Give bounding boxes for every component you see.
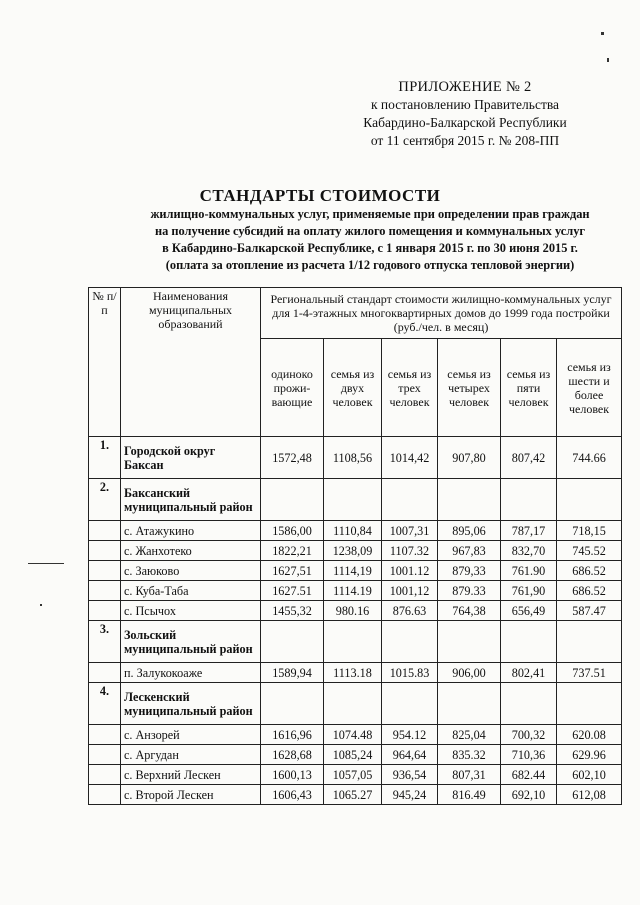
- settlement-name: с. Атажукино: [121, 521, 261, 541]
- cost-value: 1628,68: [261, 745, 324, 765]
- table-row: [89, 561, 622, 581]
- cost-value: 1108,56: [324, 437, 382, 479]
- table-row: [89, 601, 622, 621]
- cost-value: 825,04: [438, 725, 501, 745]
- header-column: семья из четырех человек: [438, 339, 501, 437]
- cost-value: 1057,05: [324, 765, 382, 785]
- settlement-name: п. Залукокоаже: [121, 663, 261, 683]
- cost-value: 807,42: [501, 437, 557, 479]
- cost-value: 745.52: [557, 541, 622, 561]
- settlement-name: с. Второй Лескен: [121, 785, 261, 805]
- cost-value: 1600,13: [261, 765, 324, 785]
- cost-value: [382, 621, 438, 663]
- settlement-name: с. Аргудан: [121, 745, 261, 765]
- cost-value: [324, 621, 382, 663]
- cost-value: 835.32: [438, 745, 501, 765]
- row-number: [89, 745, 121, 765]
- subtitle-line: жилищно-коммунальных услуг, применяемые при определении прав граждан: [150, 207, 590, 221]
- header-column: семья из пяти человек: [501, 339, 557, 437]
- cost-value: [557, 479, 622, 521]
- municipality-name: Лескенский муниципальный район: [121, 683, 261, 725]
- cost-value: 710,36: [501, 745, 557, 765]
- scan-dot: [607, 58, 609, 62]
- appendix-heading: ПРИЛОЖЕНИЕ № 2: [398, 79, 532, 95]
- cost-value: [382, 479, 438, 521]
- standards-table: [88, 287, 622, 805]
- cost-value: 1114,19: [324, 561, 382, 581]
- cost-value: 1015.83: [382, 663, 438, 683]
- row-number: [89, 785, 121, 805]
- settlement-name: с. Жанхотеко: [121, 541, 261, 561]
- cost-value: 954.12: [382, 725, 438, 745]
- table-row: [89, 541, 622, 561]
- cost-value: 737.51: [557, 663, 622, 683]
- cost-value: 764,38: [438, 601, 501, 621]
- row-number: 2.: [89, 479, 121, 521]
- cost-value: 1586,00: [261, 521, 324, 541]
- header-column: одиноко прожи-вающие: [261, 339, 324, 437]
- cost-value: 612,08: [557, 785, 622, 805]
- cost-value: 1014,42: [382, 437, 438, 479]
- cost-value: 1114.19: [324, 581, 382, 601]
- section-row: [89, 621, 622, 663]
- cost-value: 629.96: [557, 745, 622, 765]
- table-row: [89, 745, 622, 765]
- cost-value: 832,70: [501, 541, 557, 561]
- section-row: [89, 437, 622, 479]
- appendix-block: [330, 78, 600, 150]
- row-number: [89, 561, 121, 581]
- appendix-date-line: от 11 сентября 2015 г. № 208-ПП: [370, 133, 560, 148]
- cost-value: 686.52: [557, 561, 622, 581]
- table-row: [89, 581, 622, 601]
- cost-value: 1616,96: [261, 725, 324, 745]
- table-row: [89, 663, 622, 683]
- cost-value: 1074.48: [324, 725, 382, 745]
- settlement-name: с. Заюково: [121, 561, 261, 581]
- appendix-line: к постановлению Правительства: [370, 97, 560, 112]
- cost-value: 879.33: [438, 581, 501, 601]
- cost-value: [438, 621, 501, 663]
- table-row: [89, 521, 622, 541]
- header-group: Региональный стандарт стоимости жилищно-коммунальных услуг для 1-4-этажных многоквартирных домов до 1999 года постройки (руб./чел. в месяц): [261, 288, 622, 339]
- cost-value: 1065.27: [324, 785, 382, 805]
- cost-value: 1007,31: [382, 521, 438, 541]
- settlement-name: с. Анзорей: [121, 725, 261, 745]
- cost-value: 1627.51: [261, 581, 324, 601]
- cost-value: [438, 683, 501, 725]
- cost-value: 692,10: [501, 785, 557, 805]
- cost-value: 807,31: [438, 765, 501, 785]
- scan-dot: [40, 604, 42, 606]
- cost-value: [261, 621, 324, 663]
- cost-value: 816.49: [438, 785, 501, 805]
- cost-value: [501, 621, 557, 663]
- header-column: семья из шести и более человек: [557, 339, 622, 437]
- subtitle-line: (оплата за отопление из расчета 1/12 годового отпуска тепловой энергии): [165, 258, 575, 272]
- row-number: 4.: [89, 683, 121, 725]
- row-number: [89, 663, 121, 683]
- cost-value: 1113.18: [324, 663, 382, 683]
- cost-value: 1822,21: [261, 541, 324, 561]
- cost-value: 761,90: [501, 581, 557, 601]
- cost-value: 895,06: [438, 521, 501, 541]
- cost-value: 1627,51: [261, 561, 324, 581]
- header-name: Наименования муниципальных образований: [121, 288, 261, 437]
- row-number: [89, 725, 121, 745]
- cost-value: 1572,48: [261, 437, 324, 479]
- municipality-name: Зольский муниципальный район: [121, 621, 261, 663]
- document-subtitle: [100, 206, 640, 274]
- municipality-name: Баксанский муниципальный район: [121, 479, 261, 521]
- header-column: семья из двух человек: [324, 339, 382, 437]
- table-row: [89, 765, 622, 785]
- subtitle-line: на получение субсидий на оплату жилого помещения и коммунальных услуг: [154, 224, 586, 238]
- row-number: [89, 521, 121, 541]
- cost-value: [261, 479, 324, 521]
- appendix-line: Кабардино-Балкарской Республики: [363, 115, 567, 130]
- header-number: № п/п: [89, 288, 121, 437]
- cost-value: 936,54: [382, 765, 438, 785]
- row-number: [89, 601, 121, 621]
- document-title: СТАНДАРТЫ СТОИМОСТИ: [199, 186, 441, 205]
- cost-value: 744.66: [557, 437, 622, 479]
- cost-value: 700,32: [501, 725, 557, 745]
- cost-value: 787,17: [501, 521, 557, 541]
- section-row: [89, 479, 622, 521]
- municipality-name: Городской округ Баксан: [121, 437, 261, 479]
- cost-value: 964,64: [382, 745, 438, 765]
- cost-value: 686.52: [557, 581, 622, 601]
- cost-value: 1589,94: [261, 663, 324, 683]
- cost-value: 1107.32: [382, 541, 438, 561]
- cost-value: 802,41: [501, 663, 557, 683]
- row-number: [89, 765, 121, 785]
- settlement-name: с. Псычох: [121, 601, 261, 621]
- cost-value: 876.63: [382, 601, 438, 621]
- cost-value: 620.08: [557, 725, 622, 745]
- table-row: [89, 725, 622, 745]
- cost-value: 945,24: [382, 785, 438, 805]
- cost-value: 761.90: [501, 561, 557, 581]
- subtitle-line: в Кабардино-Балкарской Республике, с 1 января 2015 г. по 30 июня 2015 г.: [162, 241, 578, 255]
- cost-value: 879,33: [438, 561, 501, 581]
- header-column: семья из трех человек: [382, 339, 438, 437]
- cost-value: 907,80: [438, 437, 501, 479]
- cost-value: 1110,84: [324, 521, 382, 541]
- cost-value: 1085,24: [324, 745, 382, 765]
- cost-value: [501, 479, 557, 521]
- cost-value: 718,15: [557, 521, 622, 541]
- cost-value: [501, 683, 557, 725]
- cost-value: 1606,43: [261, 785, 324, 805]
- cost-value: 1238,09: [324, 541, 382, 561]
- settlement-name: с. Куба-Таба: [121, 581, 261, 601]
- cost-value: 967,83: [438, 541, 501, 561]
- table-row: [89, 785, 622, 805]
- cost-value: [324, 479, 382, 521]
- cost-value: 980.16: [324, 601, 382, 621]
- cost-value: [557, 621, 622, 663]
- cost-value: 682.44: [501, 765, 557, 785]
- cost-value: 656,49: [501, 601, 557, 621]
- cost-value: 1001.12: [382, 561, 438, 581]
- settlement-name: с. Верхний Лескен: [121, 765, 261, 785]
- scan-dot: [601, 32, 604, 35]
- cost-value: [557, 683, 622, 725]
- section-row: [89, 683, 622, 725]
- row-number: 3.: [89, 621, 121, 663]
- cost-value: 587.47: [557, 601, 622, 621]
- cost-value: 602,10: [557, 765, 622, 785]
- cost-value: 1001,12: [382, 581, 438, 601]
- cost-value: [438, 479, 501, 521]
- row-number: [89, 581, 121, 601]
- cost-value: [382, 683, 438, 725]
- cost-value: 906,00: [438, 663, 501, 683]
- scan-line: [28, 563, 64, 564]
- row-number: [89, 541, 121, 561]
- cost-value: 1455,32: [261, 601, 324, 621]
- cost-value: [261, 683, 324, 725]
- row-number: 1.: [89, 437, 121, 479]
- cost-value: [324, 683, 382, 725]
